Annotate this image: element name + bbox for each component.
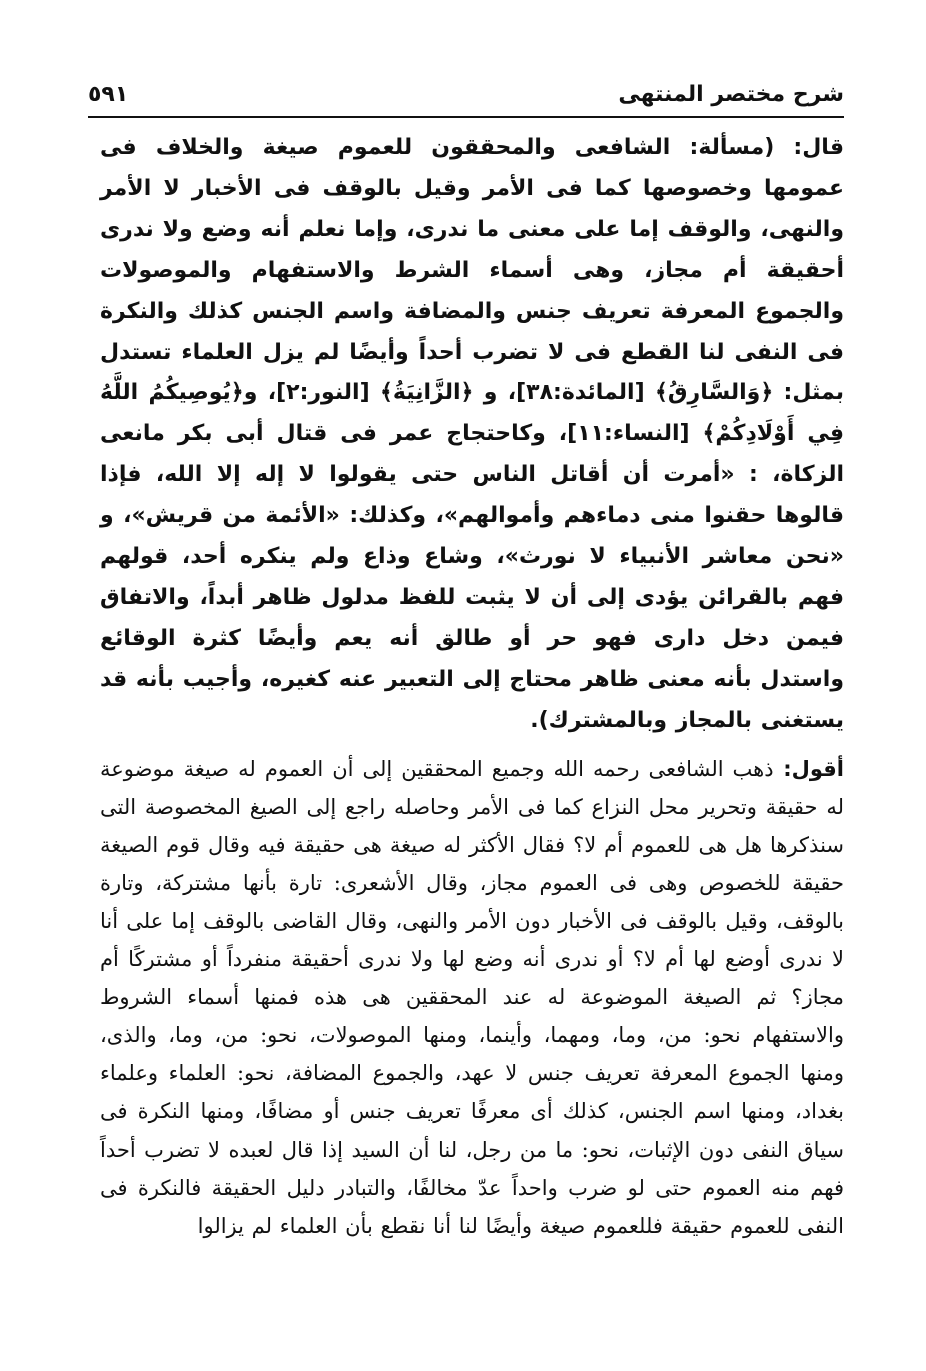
matn-paragraph bbox=[100, 128, 844, 742]
page-header bbox=[88, 78, 844, 118]
paragraph-lead: قال: ( bbox=[764, 135, 844, 160]
paragraph-text: ذهب الشافعى رحمه الله وجميع المحققين إلى أن العموم له صيغة موضوعة له حقيقة وتحرير محل النزاع كما فى الأمر وحاصله راجع إلى الصيغ المخصوصة التى سنذكرها هل هى للعموم أم لا؟ فقال الأكثر له صيغة هى حقيقة فيه وقال قوم الصيغة حقيقة للخصوص وهى فى العموم مجاز، وقال الأشعرى: تارة بأنها مشتركة، وتارة بالوقف، وقيل بالوقف فى الأخبار دون الأمر والنهى، وقال القاضى بالوقف إما على أنا لا ندرى أوضع لها أم لا؟ أو ندرى أنه وضع لها ولا ندرى أحقيقة منفرداً أو مشتركًا أم مجاز؟ ثم الصيغة الموضوعة له عند المحققين هى هذه فمنها أسماء الشروط والاستفهام نحو: من، وما، ومهما، وأينما، ومنها الموصولات، نحو: من، وما، والذى، ومنها الجموع المعرفة تعريف جنس لا عهد، والجموع المضافة، نحو: العلماء وعلماء بغداد، ومنها اسم الجنس، كذلك أى معرفًا تعريف جنس أو مضافًا، ومنها النكرة فى سياق النفى دون الإثبات، نحو: ما من رجل، لنا أن السيد إذا قال لعبده لا تضرب أحداً فهم منه العموم حتى لو ضرب واحداً عدّ مخالفًا، والتبادر دليل الحقيقة فالنكرة فى النفى للعموم حقيقة فللعموم صيغة وأيضًا لنا أنا نقطع بأن العلماء لم يزالوا bbox=[100, 756, 844, 1238]
page-content bbox=[100, 128, 844, 1245]
commentary-paragraph bbox=[100, 750, 844, 1245]
page-number: ٥٩١ bbox=[88, 82, 129, 107]
paragraph-text: مسألة: الشافعى والمحققون للعموم صيغة والخلاف فى عمومها وخصوصها كما فى الأمر وقيل بالوقف فى الأخبار لا الأمر والنهى، والوقف إما على معنى ما ندرى، وإما نعلم أنه وضع ولا ندرى أحقيقة أم مجاز، وهى أسماء الشرط والاستفهام والموصولات والجموع المعرفة تعريف جنس والمضافة واسم الجنس كذلك والنكرة فى النفى لنا القطع فى لا تضرب أحداً وأيضًا لم يزل العلماء تستدل بمثل: ﴿وَالسَّارِقُ﴾ [المائدة:٣٨]، و ﴿الزَّانِيَةُ﴾ [النور:٢]، و﴿يُوصِيكُمُ اللَّهُ فِي أَوْلَادِكُمْ﴾ [النساء:١١]، وكاحتجاج عمر فى قتال أبى بكر مانعى الزكاة، : «أمرت أن أقاتل الناس حتى يقولوا لا إله إلا الله، فإذا قالوها حقنوا منى دماءهم وأموالهم»، وكذلك: «الأئمة من قريش»، و «نحن معاشر الأنبياء لا نورث»، وشاع وذاع ولم ينكره أحد، قولهم فهم بالقرائن يؤدى إلى أن لا يثبت للفظ مدلول ظاهر أبداً، والاتفاق فيمن دخل دارى فهو حر أو طالق أنه يعم وأيضًا كثرة الوقائع واستدل بأنه معنى ظاهر محتاج إلى التعبير عنه كغيره، وأجيب بأنه قد يستغنى بالمجاز وبالمشترك). bbox=[100, 135, 844, 733]
paragraph-lead: أقول: bbox=[773, 756, 844, 781]
running-title: شرح مختصر المنتهى bbox=[618, 82, 844, 107]
header-rule bbox=[88, 116, 844, 118]
